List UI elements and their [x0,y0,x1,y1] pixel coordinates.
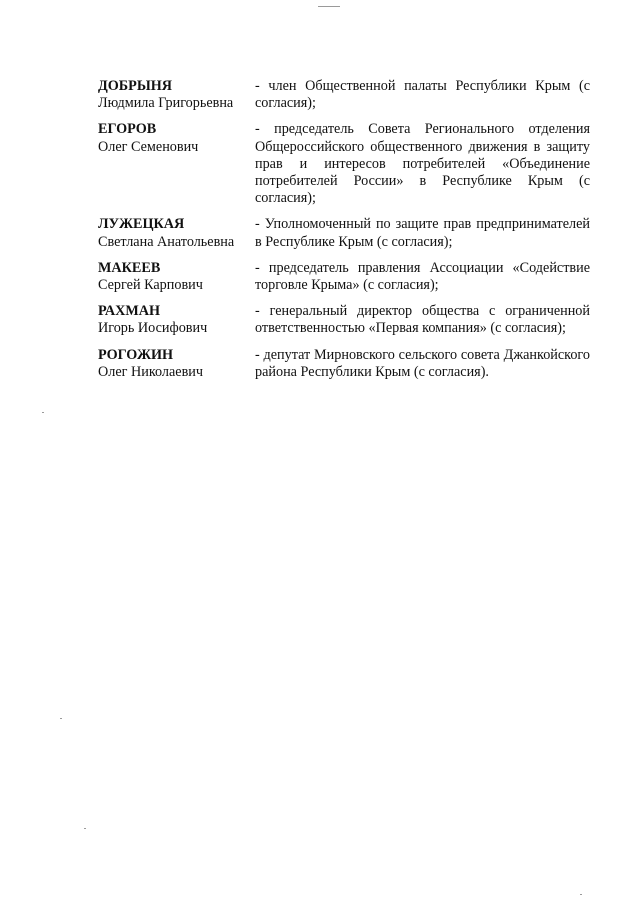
member-description: - председатель правления Ассоциации «Содействие торговле Крыма» (с согласия); [255,259,590,294]
member-name [98,121,255,207]
member-surname: МАКЕЕВ [98,259,161,276]
member-name [98,216,255,250]
scan-artifact [84,828,86,829]
member-description: - член Общественной палаты Республики Крым (с согласия); [255,78,590,112]
member-given-names: Сергей Карпович [98,277,203,294]
member-description: - генеральный директор общества с ограниченной ответственностью «Первая компания» (с согласия); [255,303,590,337]
member-entry [98,260,590,294]
scan-artifact [42,412,44,413]
member-entry [98,347,590,381]
member-surname: ЕГОРОВ [98,121,157,138]
member-surname: ДОБРЫНЯ [98,78,173,94]
members-list [98,78,590,390]
member-given-names: Светлана Анатольевна [98,233,235,250]
scan-artifact [60,718,62,719]
member-description: - Уполномоченный по защите прав предпринимателей в Республике Крым (с согласия); [255,216,590,250]
scan-artifact [580,894,582,895]
member-given-names: Олег Семенович [98,138,199,155]
member-surname: РАХМАН [98,303,161,320]
member-name [98,78,255,112]
member-description: - председатель Совета Регионального отделения Общероссийского общественного движения в защиту прав и интересов потребителей «Объединение потребителей России» в Республике Крым (с согласия); [255,121,590,207]
member-given-names: Игорь Иосифович [98,320,208,337]
member-name [98,260,255,294]
member-name [98,303,255,337]
member-surname: ЛУЖЕЦКАЯ [98,216,185,233]
member-description: - депутат Мирновского сельского совета Джанкойского района Республики Крым (с согласия). [255,346,590,380]
member-surname: РОГОЖИН [98,346,174,363]
member-given-names: Олег Николаевич [98,363,204,380]
member-entry [98,303,590,337]
member-given-names: Людмила Григорьевна [98,95,234,112]
scan-artifact [318,6,340,7]
member-entry [98,216,590,250]
member-entry [98,121,590,207]
member-name [98,347,255,381]
member-entry [98,78,590,112]
